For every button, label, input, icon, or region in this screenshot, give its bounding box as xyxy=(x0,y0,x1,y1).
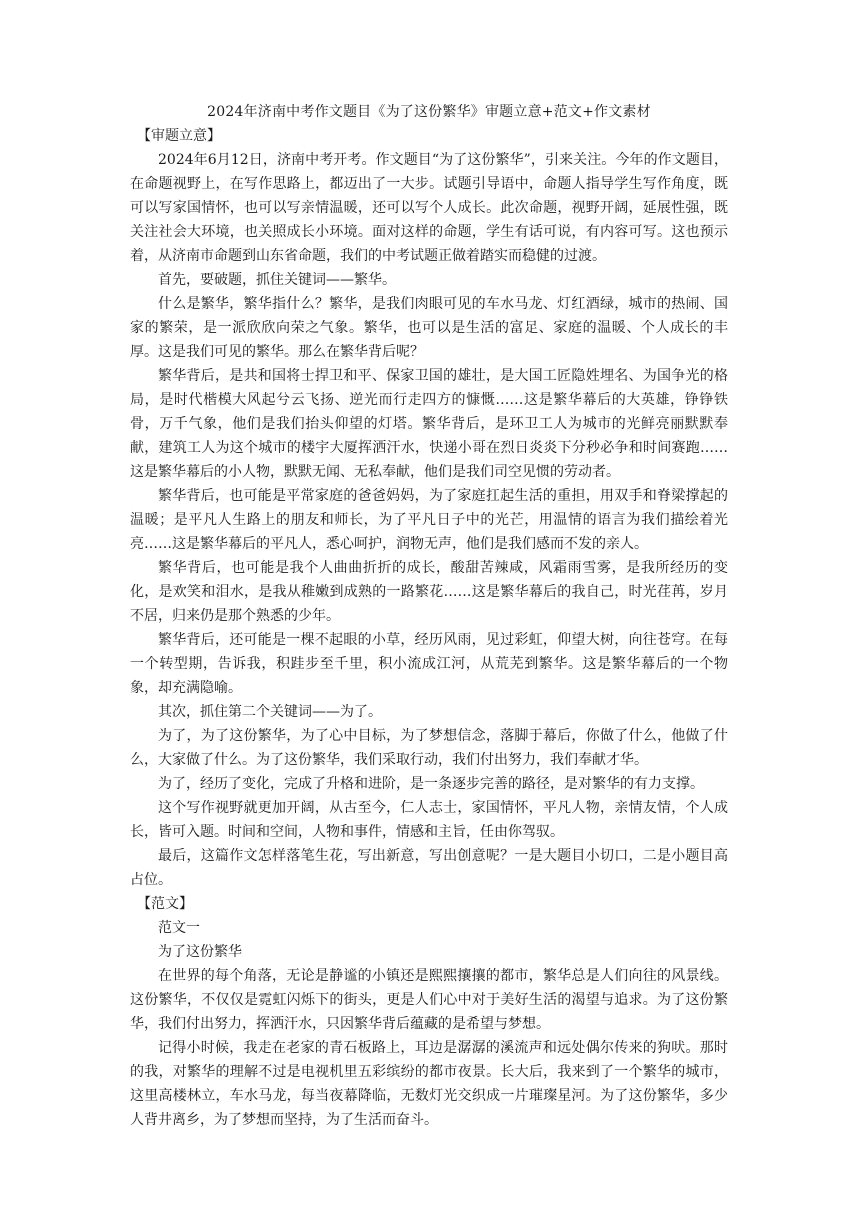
analysis-paragraph: 繁华背后，是共和国将士捍卫和平、保家卫国的雄壮，是大国工匠隐姓埋名、为国争光的格局，是时代楷模大风起兮云飞扬、逆光而行走四方的慷慨……这是繁华幕后的大英雄，铮铮铁骨，万千气象，他们是我们抬头仰望的灯塔。繁华背后，是环卫工人为城市的光鲜亮丽默默奉献，建筑工人为这个城市的楼宇大厦挥洒汗水，快递小哥在烈日炎炎下分秒必争和时间赛跑……这是繁华幕后的小人物，默默无闻、无私奉献，他们是我们司空见惯的劳动者。 xyxy=(130,368,728,480)
document-page xyxy=(130,100,728,1132)
analysis-paragraph: 繁华背后，也可能是我个人曲曲折折的成长，酸甜苦辣咸，风霜雨雪雾，是我所经历的变化，是欢笑和泪水，是我从稚嫩到成熟的一路繁花……这是繁华幕后的我自己，时光荏苒，岁月不居，归来仍是那个熟悉的少年。 xyxy=(130,560,728,624)
analysis-paragraph: 2024年6月12日，济南中考开考。作文题目“为了这份繁华”，引来关注。今年的作文题目，在命题视野上，在写作思路上，都迈出了一大步。试题引导语中，命题人指导学生写作角度，既可以写家国情怀，也可以写亲情温暖，还可以写个人成长。此次命题，视野开阔，延展性强，既关注社会大环境，也关照成长小环境。面对这样的命题，学生有话可说，有内容可写。这也预示着，从济南市命题到山东省命题，我们的中考试题正做着踏实而稳健的过渡。 xyxy=(130,152,728,264)
analysis-paragraph: 首先，要破题，抓住关键词——繁华。 xyxy=(158,272,396,288)
document-title: 2024年济南中考作文题目《为了这份繁华》审题立意+范文+作文素材 xyxy=(207,104,651,120)
essay-paragraph: 在世界的每个角落，无论是静谧的小镇还是熙熙攘攘的都市，繁华总是人们向往的风景线。这份繁华，不仅仅是霓虹闪烁下的街头，更是人们心中对于美好生活的渴望与追求。为了这份繁华，我们付出努力，挥洒汗水，只因繁华背后蕴藏的是希望与梦想。 xyxy=(130,968,728,1032)
essay-title: 为了这份繁华 xyxy=(158,944,242,960)
section-heading-model-essay: 【范文】 xyxy=(137,896,193,912)
analysis-paragraph: 为了，为了这份繁华，为了心中目标，为了梦想信念，落脚于幕后，你做了什么，他做了什么，大家做了什么。为了这份繁华，我们采取行动，我们付出努力，我们奉献才华。 xyxy=(130,728,728,768)
section-heading-analysis: 【审题立意】 xyxy=(137,128,221,144)
analysis-paragraph: 其次，抓住第二个关键词——为了。 xyxy=(158,704,382,720)
analysis-paragraph: 最后，这篇作文怎样落笔生花，写出新意，写出创意呢？一是大题目小切口，二是小题目高占位。 xyxy=(130,848,728,888)
analysis-paragraph: 繁华背后，还可能是一棵不起眼的小草，经历风雨，见过彩虹，仰望大树，向往苍穹。在每一个转型期，告诉我，积跬步至千里，积小流成江河，从荒芜到繁华。这是繁华幕后的一个物象，却充满隐喻。 xyxy=(130,632,728,696)
essay-label: 范文一 xyxy=(158,920,200,936)
analysis-paragraph: 什么是繁华，繁华指什么？繁华，是我们肉眼可见的车水马龙、灯红酒绿，城市的热闹、国家的繁荣，是一派欣欣向荣之气象。繁华，也可以是生活的富足、家庭的温暖、个人成长的丰厚。这是我们可见的繁华。那么在繁华背后呢？ xyxy=(130,296,728,360)
analysis-paragraph: 这个写作视野就更加开阔，从古至今，仁人志士，家国情怀，平凡人物，亲情友情，个人成长，皆可入题。时间和空间，人物和事件，情感和主旨，任由你驾驭。 xyxy=(130,800,728,840)
analysis-paragraph: 为了，经历了变化，完成了升格和进阶，是一条逐步完善的路径，是对繁华的有力支撑。 xyxy=(158,776,704,792)
analysis-paragraph: 繁华背后，也可能是平常家庭的爸爸妈妈，为了家庭扛起生活的重担，用双手和脊梁撑起的温暖；是平凡人生路上的朋友和师长，为了平凡日子中的光芒，用温情的语言为我们描绘着光亮……这是繁华幕后的平凡人，悉心呵护，润物无声，他们是我们感而不发的亲人。 xyxy=(130,488,728,552)
essay-paragraph: 记得小时候，我走在老家的青石板路上，耳边是潺潺的溪流声和远处偶尔传来的狗吠。那时的我，对繁华的理解不过是电视机里五彩缤纷的都市夜景。长大后，我来到了一个繁华的城市，这里高楼林立，车水马龙，每当夜幕降临，无数灯光交织成一片璀璨星河。为了这份繁华，多少人背井离乡，为了梦想而坚持，为了生活而奋斗。 xyxy=(130,1040,728,1128)
